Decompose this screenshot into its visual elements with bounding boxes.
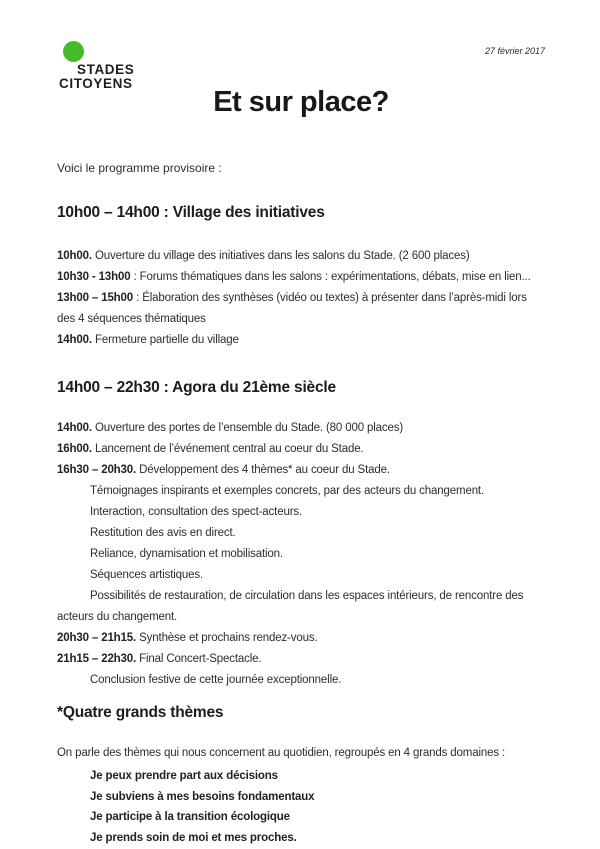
- schedule-text: Final Concert-Spectacle.: [136, 653, 262, 665]
- schedule-text: Possibilités de restauration, de circulation dans les espaces intérieurs, de rencontre des: [90, 590, 524, 602]
- theme-item: Je subviens à mes besoins fondamentaux: [90, 790, 315, 803]
- schedule-item: [57, 330, 545, 351]
- schedule-item: [57, 649, 545, 670]
- schedule-text: Lancement de l’événement central au coeur du Stade.: [91, 443, 364, 455]
- logo-text-stades: STADES: [77, 62, 135, 77]
- schedule-item-continuation: [57, 309, 545, 330]
- logo-text-citoyens: CITOYENS: [59, 76, 133, 91]
- schedule-item: [57, 460, 545, 481]
- schedule-subitem: [57, 523, 545, 544]
- schedule-text: : Élaboration des synthèses (vidéo ou textes) à présenter dans l’après-midi lors: [133, 292, 527, 304]
- time-label: 10h30 - 13h00: [57, 271, 131, 283]
- schedule-text: Ouverture des portes de l’ensemble du Stade. (80 000 places): [91, 422, 404, 434]
- themes-list: [57, 766, 545, 848]
- schedule-text: Témoignages inspirants et exemples concrets, par des acteurs du changement.: [90, 485, 485, 497]
- intro-text: Voici le programme provisoire :: [57, 161, 222, 175]
- time-label: 21h15 – 22h30.: [57, 653, 137, 665]
- schedule-text: Restitution des avis en direct.: [90, 527, 236, 539]
- schedule-text: : Forums thématiques dans les salons : expérimentations, débats, mise en lien...: [130, 271, 531, 283]
- logo-dot-icon: [63, 41, 84, 62]
- schedule-subitem: [57, 670, 545, 691]
- schedule-text: Séquences artistiques.: [90, 569, 204, 581]
- theme-item: Je participe à la transition écologique: [90, 811, 290, 823]
- page-title: Et sur place?: [213, 86, 389, 118]
- schedule-subitem: [57, 481, 545, 502]
- schedule-subitem: [57, 586, 545, 607]
- time-label: 16h30 – 20h30.: [57, 464, 137, 476]
- section-heading-agora: 14h00 – 22h30 : Agora du 21ème siècle: [57, 379, 336, 396]
- schedule-item-continuation: [57, 607, 545, 628]
- schedule-text: Synthèse et prochains rendez-vous.: [136, 632, 318, 644]
- schedule-text: Interaction, consultation des spect-acteurs.: [90, 506, 303, 518]
- section-heading-themes: *Quatre grands thèmes: [57, 704, 224, 721]
- time-label: 20h30 – 21h15.: [57, 632, 137, 644]
- time-label: 13h00 – 15h00: [57, 292, 134, 304]
- time-label: 14h00.: [57, 422, 92, 434]
- schedule-item: [57, 439, 545, 460]
- schedule-text: Ouverture du village des initiatives dans les salons du Stade. (2 600 places): [91, 250, 470, 262]
- schedule-text: acteurs du changement.: [57, 611, 178, 623]
- theme-item: Je prends soin de moi et mes proches.: [90, 831, 297, 844]
- schedule-list-village: [57, 246, 545, 351]
- schedule-item: [57, 628, 545, 649]
- themes-intro-text: On parle des thèmes qui nous concernent au quotidien, regroupés en 4 grands domaines :: [57, 747, 506, 759]
- schedule-subitem: [57, 502, 545, 523]
- theme-item: Je peux prendre part aux décisions: [90, 770, 278, 782]
- date-label: 27 février 2017: [484, 46, 545, 56]
- schedule-text: Conclusion festive de cette journée exceptionnelle.: [90, 674, 342, 686]
- schedule-text: Fermeture partielle du village: [91, 334, 239, 346]
- time-label: 16h00.: [57, 443, 92, 455]
- section-heading-village: 10h00 – 14h00 : Village des initiatives: [57, 204, 325, 221]
- schedule-subitem: [57, 565, 545, 586]
- header: [57, 0, 545, 132]
- schedule-subitem: [57, 544, 545, 565]
- schedule-text: Reliance, dynamisation et mobilisation.: [90, 548, 283, 560]
- schedule-item: [57, 246, 545, 267]
- schedule-text: Développement des 4 thèmes* au coeur du Stade.: [136, 464, 390, 476]
- time-label: 14h00.: [57, 334, 92, 346]
- schedule-list-agora: [57, 418, 545, 691]
- time-label: 10h00.: [57, 250, 92, 262]
- schedule-text: des 4 séquences thématiques: [57, 313, 206, 325]
- schedule-item: [57, 288, 545, 309]
- schedule-item: [57, 418, 545, 439]
- schedule-item: [57, 267, 545, 288]
